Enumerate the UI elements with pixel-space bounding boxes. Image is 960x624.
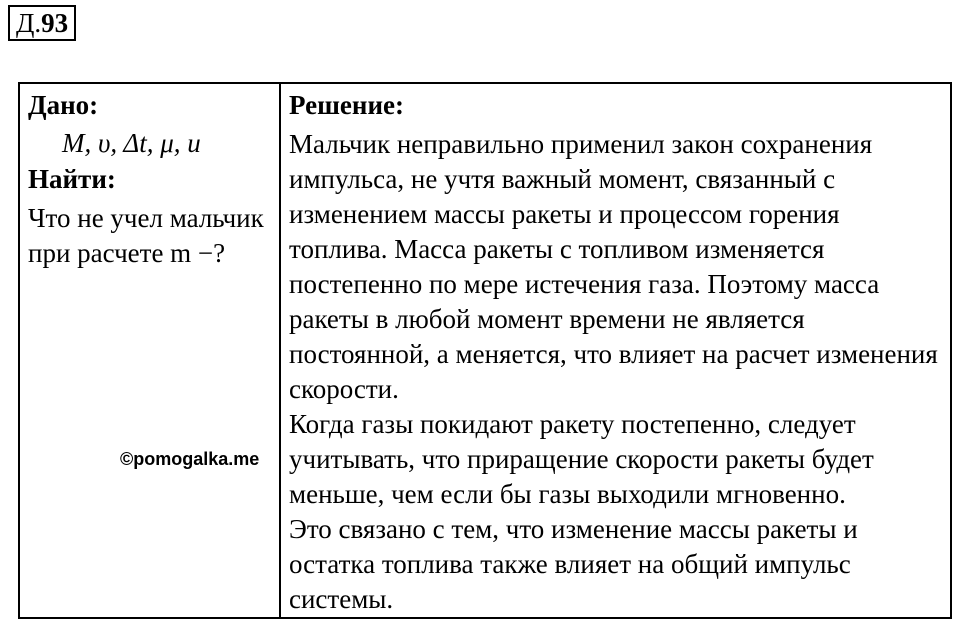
solution-paragraph: Это связано с тем, что изменение массы ракеты и остатка топлива также влияет на общий импульс системы. <box>289 514 858 614</box>
given-heading: Дано: <box>28 90 99 120</box>
task-table <box>18 82 952 619</box>
find-heading: Найти: <box>28 164 116 194</box>
task-number-label <box>8 5 76 41</box>
solution-paragraph: Когда газы покидают ракету постепенно, следует учитывать, что приращение скорости ракеты будет меньше, чем если бы газы выходили мгновенно. <box>289 409 874 509</box>
given-column <box>19 83 280 618</box>
solution-column <box>280 83 951 618</box>
solution-paragraph: Мальчик неправильно применил закон сохранения импульса, не учтя важный момент, связанный с изменением массы ракеты и процессом горения топлива. Масса ракеты с топливом изменяется постепенно по мере истечения газа. Поэтому масса ракеты в любой момент времени не является постоянной, а меняется, что влияет на расчет изменения скорости. <box>289 129 938 404</box>
given-variables: M, υ, Δt, μ, u <box>62 128 201 158</box>
watermark: ©pomogalka.me <box>120 449 260 469</box>
find-text: Что не учел мальчик при расчете m −? <box>28 203 264 268</box>
task-number: 93 <box>41 8 69 38</box>
solution-heading: Решение: <box>289 90 404 120</box>
task-prefix: Д. <box>16 8 42 38</box>
